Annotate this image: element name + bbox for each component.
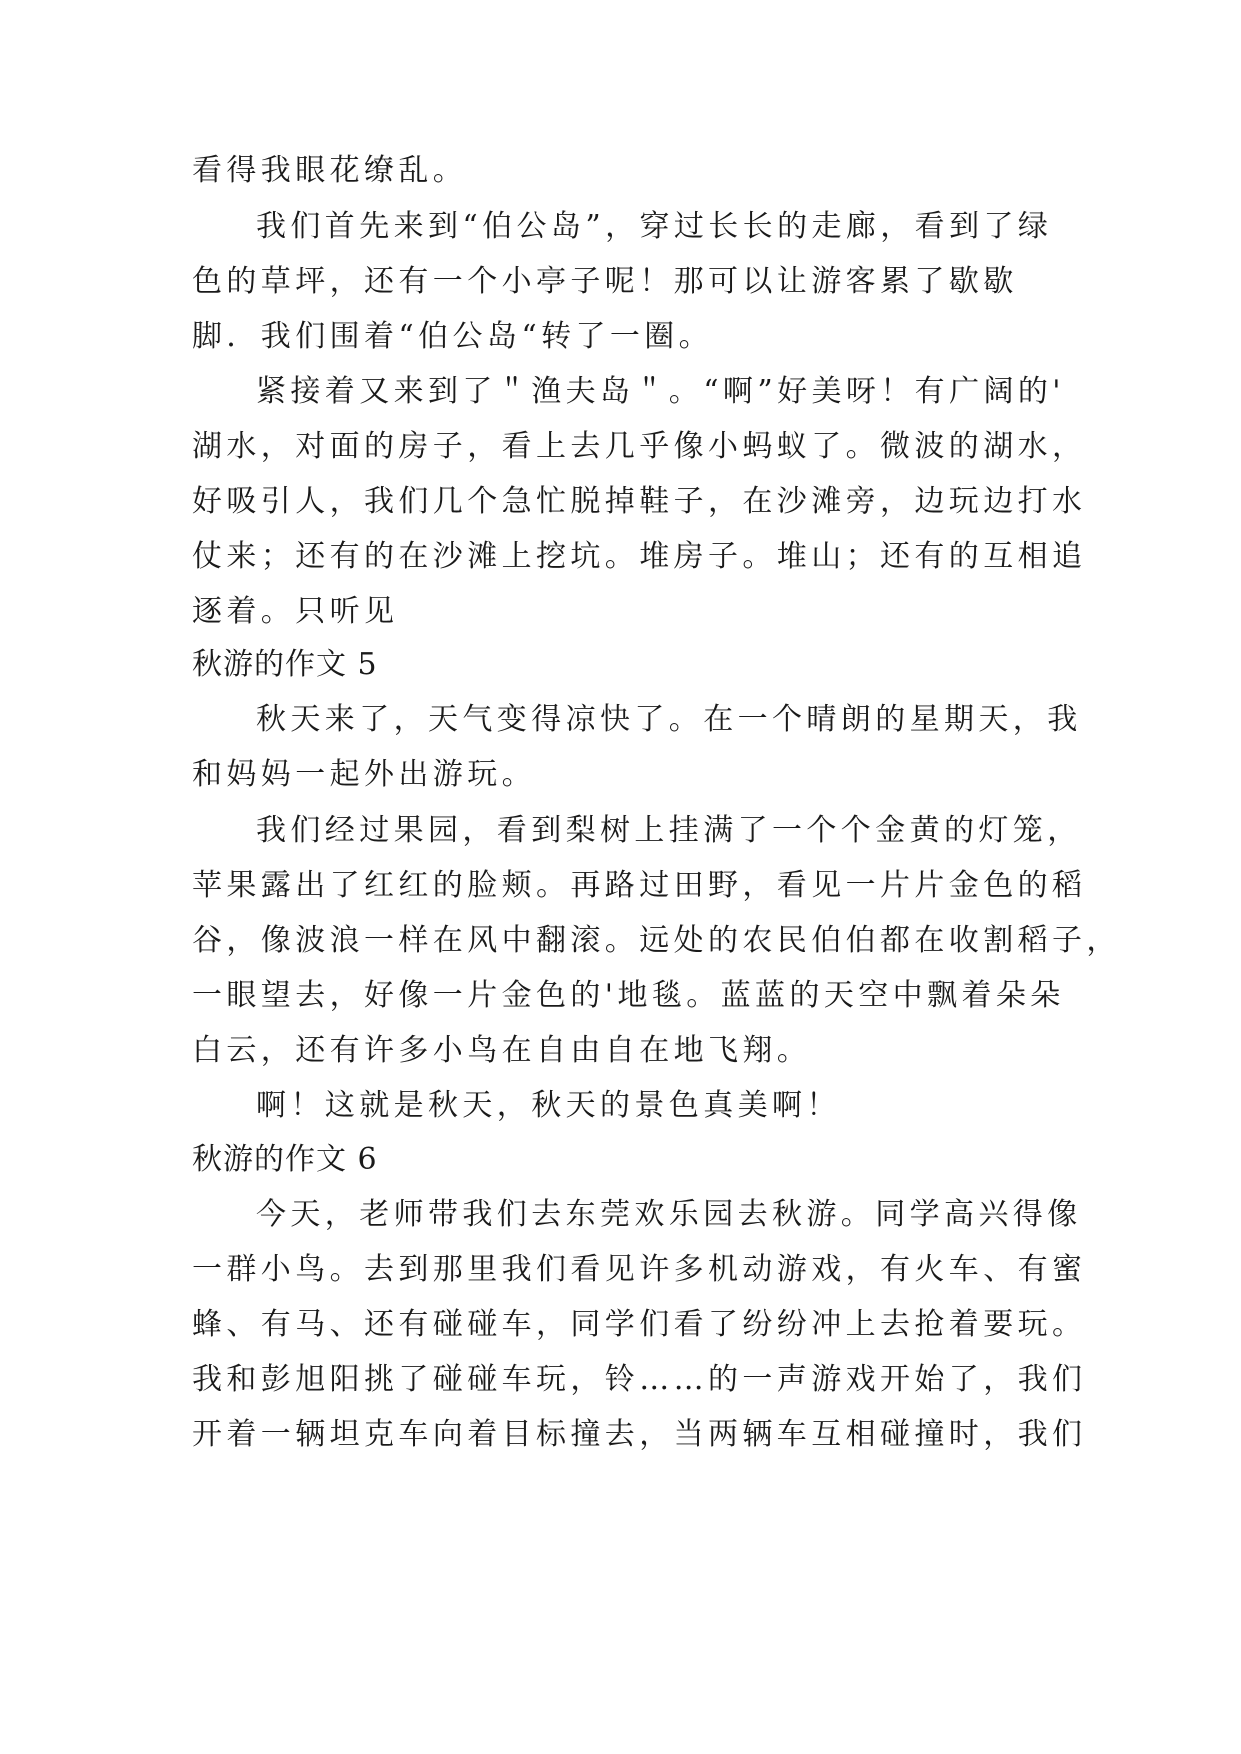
paragraph-line: 我和彭旭阳挑了碰碰车玩，铃……的一声游戏开始了，我们 — [192, 1362, 1087, 1397]
paragraph-line: 好吸引人，我们几个急忙脱掉鞋子，在沙滩旁，边玩边打水 — [192, 484, 1087, 519]
paragraph-line: 开着一辆坦克车向着目标撞去，当两辆车互相碰撞时，我们 — [192, 1417, 1087, 1452]
paragraph-line: 啊！这就是秋天，秋天的景色真美啊！ — [256, 1088, 841, 1123]
section-heading: 秋游的作文 5 — [192, 647, 378, 682]
section-heading: 秋游的作文 6 — [192, 1142, 378, 1177]
paragraph-line: 仗来；还有的在沙滩上挖坑。堆房子。堆山；还有的互相追 — [192, 539, 1087, 574]
paragraph-line: 紧接着又来到了＂渔夫岛＂。“啊”好美呀！有广阔的' — [256, 374, 1065, 409]
paragraph-line: 蜂、有马、还有碰碰车，同学们看了纷纷冲上去抢着要玩。 — [192, 1307, 1087, 1342]
paragraph-line: 和妈妈一起外出游玩。 — [192, 757, 536, 792]
paragraph-line: 秋天来了，天气变得凉快了。在一个晴朗的星期天，我 — [256, 702, 1082, 737]
paragraph-line: 苹果露出了红红的脸颊。再路过田野，看见一片片金色的稻 — [192, 868, 1087, 903]
paragraph-line: 谷，像波浪一样在风中翻滚。远处的农民伯伯都在收割稻子， — [192, 923, 1121, 958]
paragraph-line: 逐着。只听见 — [192, 594, 399, 629]
paragraph-line: 看得我眼花缭乱。 — [192, 153, 468, 188]
paragraph-line: 一群小鸟。去到那里我们看见许多机动游戏，有火车、有蜜 — [192, 1252, 1087, 1287]
paragraph-line: 白云，还有许多小鸟在自由自在地飞翔。 — [192, 1033, 812, 1068]
paragraph-line: 我们经过果园，看到梨树上挂满了一个个金黄的灯笼， — [256, 813, 1082, 848]
paragraph-line: 色的草坪，还有一个小亭子呢！那可以让游客累了歇歇 — [192, 264, 1018, 299]
paragraph-line: 今天，老师带我们去东莞欢乐园去秋游。同学高兴得像 — [256, 1197, 1082, 1232]
paragraph-line: 我们首先来到“伯公岛”，穿过长长的走廊，看到了绿 — [256, 209, 1053, 244]
paragraph-line: 一眼望去，好像一片金色的'地毯。蓝蓝的天空中飘着朵朵 — [192, 978, 1065, 1013]
paragraph-line: 湖水，对面的房子，看上去几乎像小蚂蚁了。微波的湖水， — [192, 429, 1087, 464]
paragraph-line: 脚．我们围着“伯公岛“转了一圈。 — [192, 319, 714, 354]
